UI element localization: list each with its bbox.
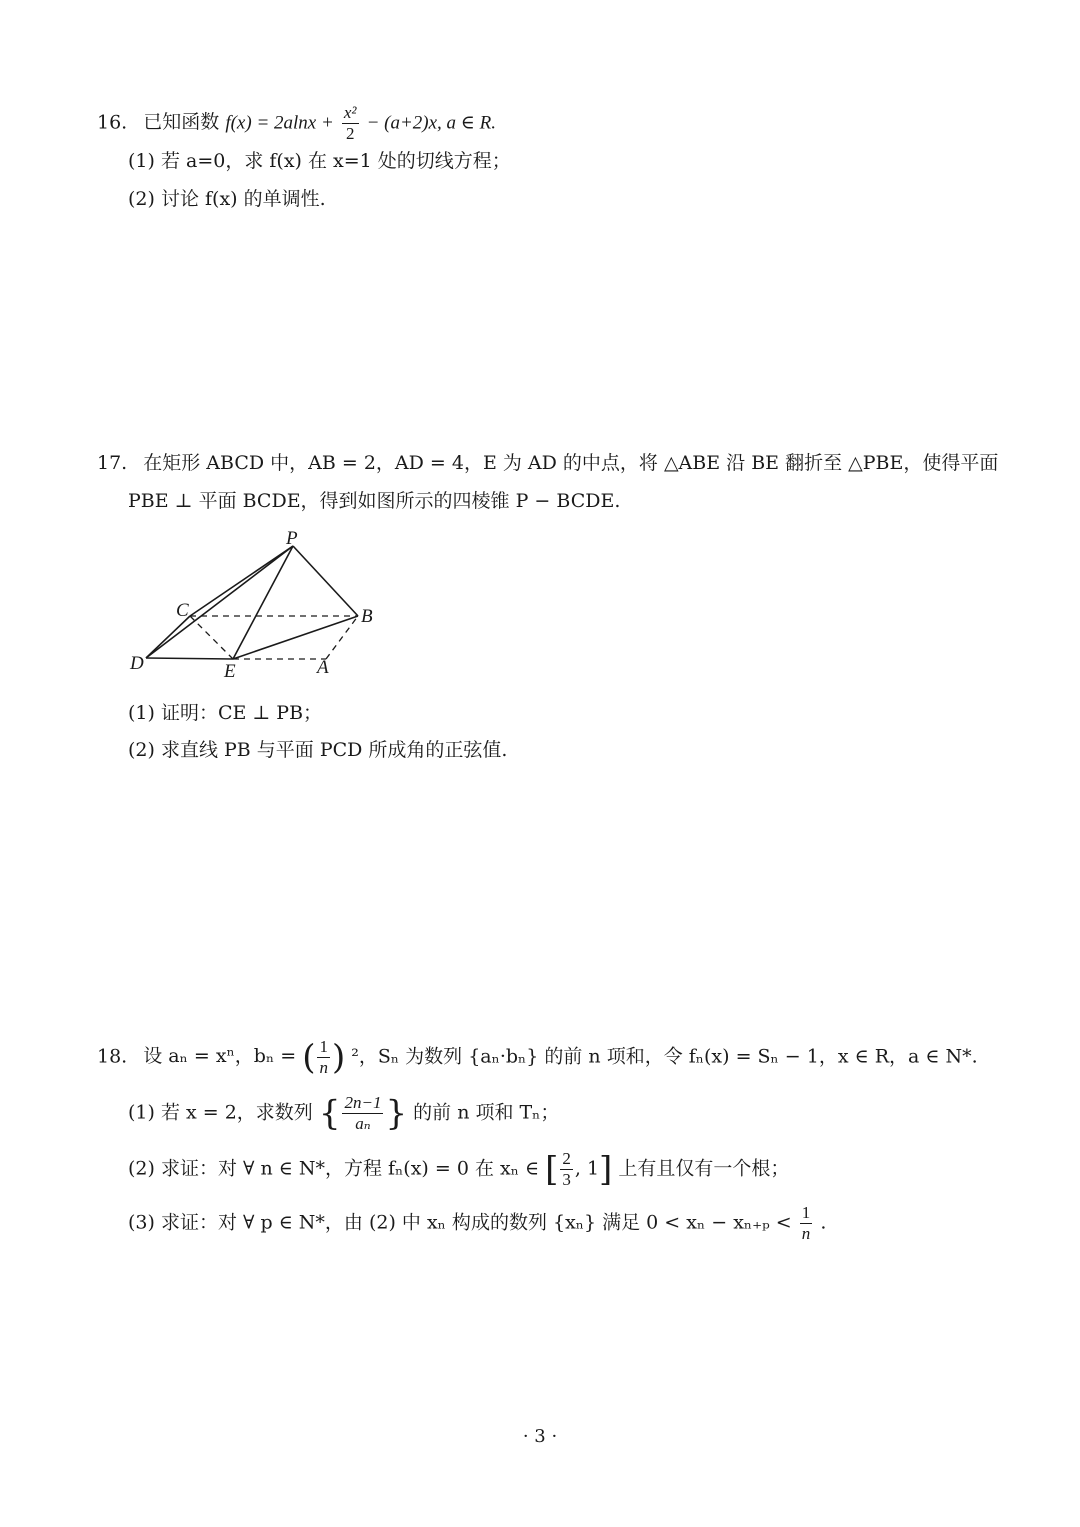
problem-18-part3-b: . bbox=[820, 1211, 827, 1234]
problem-17-part1: (1) 证明：CE ⊥ PB； bbox=[128, 702, 323, 724]
problem-18-stem-fraction bbox=[317, 1038, 330, 1077]
label-A: A bbox=[317, 657, 329, 678]
edge-AB-hidden bbox=[326, 616, 358, 659]
problem-18-part2-mid: , 1 bbox=[574, 1157, 600, 1180]
edge-PD bbox=[146, 546, 293, 658]
edge-DC bbox=[146, 616, 190, 658]
problem-16-func-lhs: f(x) = 2alnx + bbox=[225, 112, 334, 134]
problem-18-part3 bbox=[128, 1204, 826, 1243]
problem-18-stem: 18. 设 aₙ = xⁿ，bₙ = ( $\frac{1}{n}$ ) ²，Sₙ 为数列 {aₙ·bₙ} 的前 n 项和，令 fₙ(x) = Sₙ − 1，x ∈ R，a ∈ N*. bbox=[97, 1037, 978, 1078]
problem-17-part2: (2) 求直线 PB 与平面 PCD 所成角的正弦值. bbox=[128, 739, 508, 761]
problem-17-line2: PBE ⊥ 平面 BCDE，得到如图所示的四棱锥 P − BCDE. bbox=[128, 490, 621, 512]
problem-17-line1-text: 在矩形 ABCD 中，AB = 2，AD = 4，E 为 AD 的中点，将 △ABE 沿 BE 翻折至 △PBE，使得平面 bbox=[143, 452, 999, 474]
problem-18-part1-fraction bbox=[342, 1094, 383, 1133]
label-P: P bbox=[286, 528, 298, 549]
pyramid-figure bbox=[128, 528, 390, 684]
problem-18-part3-a: (3) 求证：对 ∀ p ∈ N*，由 (2) 中 xₙ 构成的数列 {xₙ} 满足 0 < xₙ − xₙ₊ₚ < bbox=[128, 1211, 792, 1234]
problem-18-part3-frac-den: n bbox=[801, 1223, 811, 1243]
problem-18-part1-frac-den: aₙ bbox=[355, 1113, 371, 1133]
problem-18-part1: (1) 若 x = 2，求数列 { $\frac{2n-1}{\text{aₙ}}$ } 的前 n 项和 Tₙ； bbox=[128, 1093, 560, 1134]
problem-16-prefix: 已知函数 bbox=[143, 111, 220, 134]
problem-18-stem-b: ²，Sₙ 为数列 {aₙ·bₙ} 的前 n 项和，令 fₙ(x) = Sₙ − 1，x ∈ R，a ∈ N*. bbox=[351, 1045, 978, 1068]
label-B: B bbox=[361, 606, 373, 627]
label-D: D bbox=[130, 653, 144, 674]
edge-PB bbox=[293, 546, 358, 616]
problem-17-line1 bbox=[97, 454, 998, 473]
problem-16-frac-den: 2 bbox=[345, 123, 355, 143]
problem-18-part2-frac-num: 2 bbox=[562, 1149, 571, 1168]
problem-18-part2-frac-den: 3 bbox=[562, 1169, 571, 1189]
problem-16-stem bbox=[97, 104, 496, 143]
label-E: E bbox=[224, 661, 236, 682]
problem-18-part1-b: 的前 n 项和 Tₙ； bbox=[413, 1101, 560, 1124]
problem-16-part1: (1) 若 a=0，求 f(x) 在 x=1 处的切线方程； bbox=[128, 150, 511, 172]
edge-DE bbox=[146, 658, 233, 659]
edge-CE-hidden bbox=[190, 616, 233, 659]
problem-18-part3-fraction bbox=[800, 1204, 813, 1243]
label-C: C bbox=[176, 600, 189, 621]
problem-18-part2: (2) 求证：对 ∀ n ∈ N*，方程 fₙ(x) = 0 在 xₙ ∈ [ $\frac{2}{3}$ , 1] 上有且仅有一个根； bbox=[128, 1149, 790, 1190]
problem-18-stem-frac-num: 1 bbox=[319, 1037, 328, 1056]
problem-18-stem-a: 设 aₙ = xⁿ，bₙ = bbox=[143, 1045, 297, 1068]
problem-18-part2-a: (2) 求证：对 ∀ n ∈ N*，方程 fₙ(x) = 0 在 xₙ ∈ bbox=[128, 1157, 540, 1180]
problem-18-part1-a: (1) 若 x = 2，求数列 bbox=[128, 1101, 313, 1124]
problem-18-part1-frac-num: 2n−1 bbox=[344, 1093, 382, 1112]
problem-18-stem-frac-den: n bbox=[319, 1057, 328, 1077]
problem-16-part2: (2) 讨论 f(x) 的单调性. bbox=[128, 188, 326, 210]
problem-16-number: 16. bbox=[97, 111, 128, 134]
problem-18-part2-fraction bbox=[560, 1150, 573, 1189]
edge-PC bbox=[190, 546, 293, 616]
problem-16-frac-num: x² bbox=[343, 103, 357, 122]
page-number: · 3 · bbox=[522, 1426, 558, 1447]
problem-18-part2-b: 上有且仅有一个根； bbox=[618, 1157, 790, 1180]
problem-18-part3-frac-num: 1 bbox=[801, 1203, 811, 1222]
problem-16-fraction bbox=[342, 104, 359, 143]
problem-16-func-rhs: − (a+2)x, a ∈ R. bbox=[366, 112, 496, 134]
problem-17-number: 17. bbox=[97, 452, 128, 474]
problem-18-number: 18. bbox=[97, 1045, 128, 1068]
